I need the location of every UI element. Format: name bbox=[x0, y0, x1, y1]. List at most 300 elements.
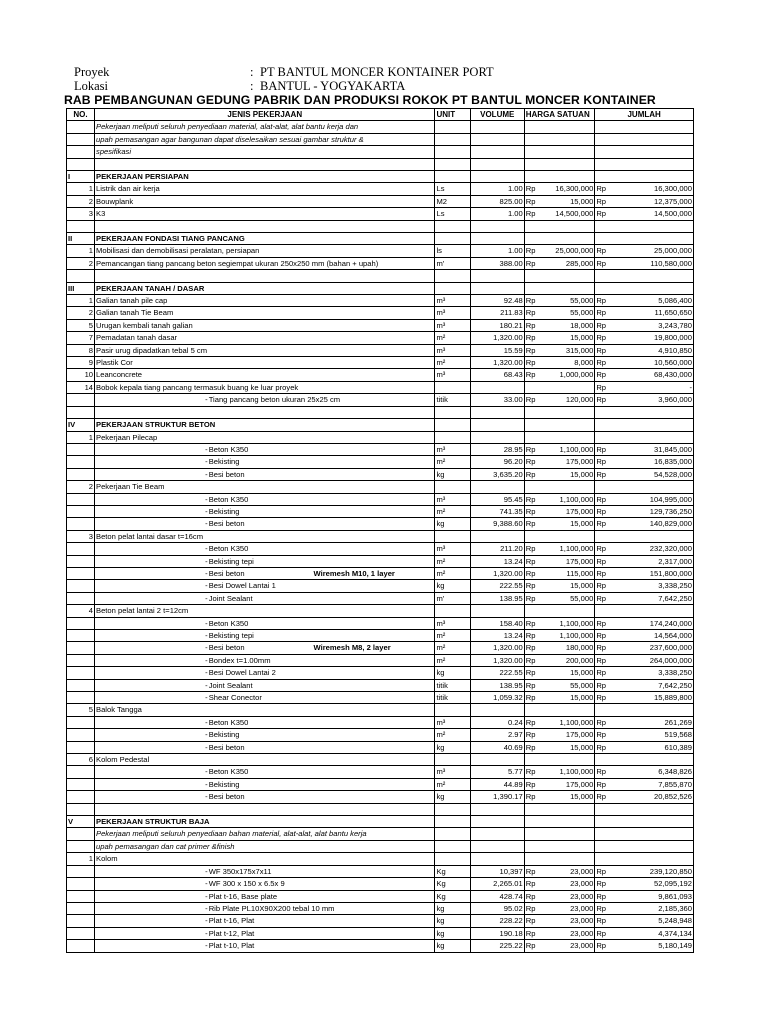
harga-value: 23,000 bbox=[539, 940, 595, 952]
no-cell bbox=[67, 741, 95, 753]
volume-cell bbox=[470, 270, 524, 282]
sub-item-dash: - bbox=[95, 902, 209, 914]
jumlah-currency: Rp bbox=[595, 679, 610, 691]
item-row bbox=[67, 481, 694, 493]
jumlah-value: 110,580,000 bbox=[609, 257, 693, 269]
harga-currency bbox=[524, 754, 539, 766]
item-row bbox=[67, 307, 694, 319]
unit-cell: m³ bbox=[435, 543, 470, 555]
sub-item-dash: - bbox=[95, 518, 209, 530]
item-row bbox=[67, 381, 694, 393]
note-text: Pekerjaan meliputi seluruh penyediaan material, alat-alat, alat bantu kerja dan bbox=[95, 121, 435, 133]
item-number: 2 bbox=[67, 307, 95, 319]
col-volume-header: VOLUME bbox=[470, 109, 524, 121]
sub-item-description: Bekisting bbox=[209, 505, 313, 517]
jumlah-currency: Rp bbox=[595, 592, 610, 604]
jumlah-currency: Rp bbox=[595, 344, 610, 356]
item-description: Bouwplank bbox=[95, 195, 435, 207]
volume-cell: 211.20 bbox=[470, 543, 524, 555]
jumlah-currency: Rp bbox=[595, 319, 610, 331]
sub-item-note bbox=[312, 878, 435, 890]
item-description: Pekerjaan Tie Beam bbox=[95, 481, 435, 493]
sub-item-dash: - bbox=[95, 940, 209, 952]
sub-item-description: Bondex t=1.00mm bbox=[209, 654, 313, 666]
sub-item-note bbox=[312, 592, 435, 604]
harga-currency: Rp bbox=[524, 890, 539, 902]
sub-item-dash: - bbox=[95, 592, 209, 604]
harga-cell bbox=[524, 406, 595, 418]
unit-cell: m² bbox=[435, 357, 470, 369]
volume-cell bbox=[470, 828, 524, 840]
harga-currency: Rp bbox=[524, 468, 539, 480]
sub-item-row bbox=[67, 679, 694, 691]
item-row bbox=[67, 208, 694, 220]
jumlah-value: 20,852,526 bbox=[609, 791, 693, 803]
harga-currency: Rp bbox=[524, 443, 539, 455]
jumlah-currency bbox=[595, 853, 610, 865]
jumlah-cell bbox=[595, 171, 694, 183]
harga-cell bbox=[524, 840, 595, 852]
sub-item-row bbox=[67, 456, 694, 468]
unit-cell: m³ bbox=[435, 766, 470, 778]
item-row bbox=[67, 245, 694, 257]
note-text: spesifikasi bbox=[95, 146, 435, 158]
sub-item-dash: - bbox=[95, 890, 209, 902]
sub-item-description: Shear Conector bbox=[209, 692, 313, 704]
sub-item-description: Beton K350 bbox=[209, 493, 313, 505]
volume-cell: 190.18 bbox=[470, 927, 524, 939]
section-title: PEKERJAAN TANAH / DASAR bbox=[95, 282, 435, 294]
no-cell bbox=[67, 133, 95, 145]
volume-cell: 1.00 bbox=[470, 183, 524, 195]
harga-value: 175,000 bbox=[539, 505, 595, 517]
sub-item-note bbox=[312, 741, 435, 753]
harga-value: 55,000 bbox=[539, 592, 595, 604]
sub-item-dash: - bbox=[95, 630, 209, 642]
sub-item-description: Joint Sealant bbox=[209, 679, 313, 691]
item-number: 3 bbox=[67, 530, 95, 542]
no-cell bbox=[67, 567, 95, 579]
blank-row bbox=[67, 220, 694, 232]
unit-cell: m³ bbox=[435, 617, 470, 629]
harga-value: 23,000 bbox=[539, 865, 595, 877]
section-row bbox=[67, 233, 694, 245]
volume-cell: 180.21 bbox=[470, 319, 524, 331]
jumlah-cell bbox=[595, 828, 694, 840]
jumlah-value: 12,375,000 bbox=[609, 195, 693, 207]
harga-value: 23,000 bbox=[539, 927, 595, 939]
jumlah-value: 54,528,000 bbox=[609, 468, 693, 480]
jumlah-currency: Rp bbox=[595, 902, 610, 914]
volume-cell: 1,320.00 bbox=[470, 357, 524, 369]
item-number: 10 bbox=[67, 369, 95, 381]
no-cell bbox=[67, 890, 95, 902]
sub-item-description: Besi beton bbox=[209, 567, 313, 579]
item-number: 5 bbox=[67, 704, 95, 716]
sub-item-note bbox=[312, 468, 435, 480]
harga-value: 15,000 bbox=[539, 741, 595, 753]
harga-value: 1,100,000 bbox=[539, 716, 595, 728]
item-row bbox=[67, 853, 694, 865]
sub-item-description: Besi Dowel Lantai 2 bbox=[209, 667, 313, 679]
sub-item-dash: - bbox=[95, 716, 209, 728]
volume-cell: 1,390.17 bbox=[470, 791, 524, 803]
harga-cell bbox=[524, 419, 595, 431]
jumlah-currency: Rp bbox=[595, 307, 610, 319]
sub-item-dash: - bbox=[95, 394, 209, 406]
unit-cell bbox=[435, 816, 470, 828]
item-number: 1 bbox=[67, 295, 95, 307]
jumlah-value: 239,120,850 bbox=[609, 865, 693, 877]
no-cell bbox=[67, 270, 95, 282]
item-number: 6 bbox=[67, 754, 95, 766]
harga-value: 55,000 bbox=[539, 679, 595, 691]
harga-value: 15,000 bbox=[539, 195, 595, 207]
volume-cell: 225.22 bbox=[470, 940, 524, 952]
harga-value: 55,000 bbox=[539, 307, 595, 319]
sub-item-row bbox=[67, 443, 694, 455]
unit-cell bbox=[435, 419, 470, 431]
unit-cell bbox=[435, 754, 470, 766]
volume-cell: 138.95 bbox=[470, 679, 524, 691]
harga-value: 175,000 bbox=[539, 729, 595, 741]
no-cell bbox=[67, 592, 95, 604]
section-row bbox=[67, 171, 694, 183]
harga-value: 1,100,000 bbox=[539, 543, 595, 555]
unit-cell bbox=[435, 530, 470, 542]
unit-cell bbox=[435, 431, 470, 443]
harga-currency: Rp bbox=[524, 927, 539, 939]
jumlah-currency: Rp bbox=[595, 208, 610, 220]
jumlah-currency: Rp bbox=[595, 890, 610, 902]
sub-item-row bbox=[67, 667, 694, 679]
jumlah-currency: Rp bbox=[595, 369, 610, 381]
item-number: 2 bbox=[67, 195, 95, 207]
harga-currency: Rp bbox=[524, 791, 539, 803]
volume-cell: 40.69 bbox=[470, 741, 524, 753]
no-cell bbox=[67, 654, 95, 666]
item-number: 1 bbox=[67, 853, 95, 865]
harga-currency: Rp bbox=[524, 555, 539, 567]
harga-currency bbox=[524, 481, 539, 493]
note-text: Pekerjaan meliputi seluruh penyediaan bahan material, alat-alat, alat bantu kerja bbox=[95, 828, 435, 840]
volume-cell: 1.00 bbox=[470, 245, 524, 257]
sub-item-dash: - bbox=[95, 642, 209, 654]
no-cell bbox=[67, 617, 95, 629]
sub-item-dash: - bbox=[95, 443, 209, 455]
harga-currency: Rp bbox=[524, 456, 539, 468]
volume-cell: 1.00 bbox=[470, 208, 524, 220]
lokasi-label: Lokasi bbox=[74, 79, 109, 93]
sub-item-description: Beton K350 bbox=[209, 766, 313, 778]
jumlah-value: 237,600,000 bbox=[609, 642, 693, 654]
sub-item-note bbox=[312, 865, 435, 877]
unit-cell: m³ bbox=[435, 443, 470, 455]
jumlah-currency: Rp bbox=[595, 766, 610, 778]
sub-item-row bbox=[67, 890, 694, 902]
jumlah-value: 14,564,000 bbox=[609, 630, 693, 642]
harga-currency: Rp bbox=[524, 915, 539, 927]
unit-cell: m³ bbox=[435, 295, 470, 307]
volume-cell: 9,388.60 bbox=[470, 518, 524, 530]
harga-currency: Rp bbox=[524, 493, 539, 505]
sub-item-description: Besi beton bbox=[209, 741, 313, 753]
sub-item-row bbox=[67, 505, 694, 517]
volume-cell bbox=[470, 406, 524, 418]
sub-item-description: Besi beton bbox=[209, 518, 313, 530]
no-cell bbox=[67, 394, 95, 406]
no-cell bbox=[67, 121, 95, 133]
item-description: Pemadatan tanah dasar bbox=[95, 332, 435, 344]
unit-cell: m² bbox=[435, 332, 470, 344]
harga-currency: Rp bbox=[524, 245, 539, 257]
no-cell bbox=[67, 493, 95, 505]
sub-item-note bbox=[312, 791, 435, 803]
jumlah-currency: Rp bbox=[595, 295, 610, 307]
section-title: PEKERJAAN STRUKTUR BAJA bbox=[95, 816, 435, 828]
harga-currency: Rp bbox=[524, 878, 539, 890]
harga-currency: Rp bbox=[524, 741, 539, 753]
jumlah-value: 261,269 bbox=[609, 716, 693, 728]
sub-item-row bbox=[67, 543, 694, 555]
item-number: 1 bbox=[67, 431, 95, 443]
jumlah-currency bbox=[595, 530, 610, 542]
sub-item-dash: - bbox=[95, 878, 209, 890]
jumlah-cell bbox=[595, 158, 694, 170]
section-title: PEKERJAAN STRUKTUR BETON bbox=[95, 419, 435, 431]
item-row bbox=[67, 754, 694, 766]
sub-item-description: Beton K350 bbox=[209, 443, 313, 455]
sub-item-row bbox=[67, 630, 694, 642]
sub-item-note bbox=[312, 555, 435, 567]
jumlah-value: 68,430,000 bbox=[609, 369, 693, 381]
jumlah-value: 232,320,000 bbox=[609, 543, 693, 555]
jumlah-value: 3,338,250 bbox=[609, 580, 693, 592]
sub-item-note bbox=[312, 543, 435, 555]
unit-cell bbox=[435, 133, 470, 145]
item-number: 14 bbox=[67, 381, 95, 393]
sub-item-description: Plat t-12, Plat bbox=[209, 927, 313, 939]
harga-currency: Rp bbox=[524, 505, 539, 517]
section-number: I bbox=[67, 171, 95, 183]
jumlah-value: 31,845,000 bbox=[609, 443, 693, 455]
sub-item-row bbox=[67, 940, 694, 952]
sub-item-dash: - bbox=[95, 692, 209, 704]
item-description: Urugan kembali tanah galian bbox=[95, 319, 435, 331]
item-description: Leanconcrete bbox=[95, 369, 435, 381]
jenis-cell bbox=[95, 406, 435, 418]
volume-cell: 222.55 bbox=[470, 667, 524, 679]
item-row bbox=[67, 332, 694, 344]
sub-item-note bbox=[312, 518, 435, 530]
harga-currency: Rp bbox=[524, 543, 539, 555]
jumlah-cell bbox=[595, 220, 694, 232]
volume-cell: 13.24 bbox=[470, 555, 524, 567]
sub-item-dash: - bbox=[95, 580, 209, 592]
harga-cell bbox=[524, 828, 595, 840]
harga-currency: Rp bbox=[524, 766, 539, 778]
sub-item-note bbox=[312, 493, 435, 505]
volume-cell: 1,320.00 bbox=[470, 332, 524, 344]
volume-cell: 158.40 bbox=[470, 617, 524, 629]
jumlah-cell bbox=[595, 121, 694, 133]
volume-cell: 10,397 bbox=[470, 865, 524, 877]
jumlah-currency bbox=[595, 431, 610, 443]
sub-item-dash: - bbox=[95, 778, 209, 790]
item-description: Bobok kepala tiang pancang termasuk buang ke luar proyek bbox=[95, 381, 435, 393]
volume-cell bbox=[470, 754, 524, 766]
sub-item-dash: - bbox=[95, 543, 209, 555]
jumlah-value: 7,855,870 bbox=[609, 778, 693, 790]
sub-item-note bbox=[312, 456, 435, 468]
volume-cell: 3,635.20 bbox=[470, 468, 524, 480]
item-row bbox=[67, 195, 694, 207]
unit-cell: m³ bbox=[435, 369, 470, 381]
jumlah-currency: Rp bbox=[595, 654, 610, 666]
harga-value: 15,000 bbox=[539, 791, 595, 803]
jumlah-currency: Rp bbox=[595, 617, 610, 629]
harga-value bbox=[539, 853, 595, 865]
jumlah-currency: Rp bbox=[595, 729, 610, 741]
item-description: Listrik dan air kerja bbox=[95, 183, 435, 195]
jumlah-value: 16,300,000 bbox=[609, 183, 693, 195]
volume-cell: 92.48 bbox=[470, 295, 524, 307]
jumlah-value: 6,348,826 bbox=[609, 766, 693, 778]
jumlah-currency: Rp bbox=[595, 865, 610, 877]
unit-cell: kg bbox=[435, 667, 470, 679]
no-cell bbox=[67, 940, 95, 952]
unit-cell: m³ bbox=[435, 307, 470, 319]
item-row bbox=[67, 357, 694, 369]
harga-value: 55,000 bbox=[539, 295, 595, 307]
unit-cell bbox=[435, 840, 470, 852]
note-text: upah pemasangan agar bangunan dapat diselesaikan sesuai gambar struktur & bbox=[95, 133, 435, 145]
blank-row bbox=[67, 406, 694, 418]
jumlah-cell bbox=[595, 406, 694, 418]
harga-cell bbox=[524, 270, 595, 282]
jumlah-currency: Rp bbox=[595, 642, 610, 654]
jumlah-currency: Rp bbox=[595, 791, 610, 803]
sub-item-dash: - bbox=[95, 555, 209, 567]
harga-value: 23,000 bbox=[539, 890, 595, 902]
sub-item-description: Bekisting bbox=[209, 729, 313, 741]
harga-currency: Rp bbox=[524, 902, 539, 914]
sub-item-row bbox=[67, 592, 694, 604]
item-number: 9 bbox=[67, 357, 95, 369]
unit-cell: M2 bbox=[435, 195, 470, 207]
unit-cell bbox=[435, 481, 470, 493]
harga-cell bbox=[524, 220, 595, 232]
harga-value: 175,000 bbox=[539, 456, 595, 468]
harga-currency: Rp bbox=[524, 617, 539, 629]
harga-currency: Rp bbox=[524, 580, 539, 592]
unit-cell: m² bbox=[435, 555, 470, 567]
section-number: II bbox=[67, 233, 95, 245]
item-number: 1 bbox=[67, 245, 95, 257]
unit-cell: kg bbox=[435, 902, 470, 914]
no-cell bbox=[67, 468, 95, 480]
sub-item-row bbox=[67, 741, 694, 753]
volume-cell: 15.59 bbox=[470, 344, 524, 356]
harga-currency: Rp bbox=[524, 195, 539, 207]
harga-currency bbox=[524, 704, 539, 716]
unit-cell: m' bbox=[435, 592, 470, 604]
section-number: V bbox=[67, 816, 95, 828]
jumlah-value: 151,800,000 bbox=[609, 567, 693, 579]
jumlah-value: 5,180,149 bbox=[609, 940, 693, 952]
volume-cell bbox=[470, 704, 524, 716]
jumlah-currency: Rp bbox=[595, 468, 610, 480]
sub-item-row bbox=[67, 654, 694, 666]
harga-currency: Rp bbox=[524, 307, 539, 319]
harga-currency bbox=[524, 381, 539, 393]
unit-cell: m² bbox=[435, 630, 470, 642]
sub-item-row bbox=[67, 518, 694, 530]
jumlah-cell bbox=[595, 146, 694, 158]
sub-item-row bbox=[67, 642, 694, 654]
volume-cell: 428.74 bbox=[470, 890, 524, 902]
item-number: 2 bbox=[67, 481, 95, 493]
jumlah-value bbox=[609, 530, 693, 542]
unit-cell: kg bbox=[435, 791, 470, 803]
no-cell bbox=[67, 716, 95, 728]
harga-value: 1,100,000 bbox=[539, 630, 595, 642]
no-cell bbox=[67, 915, 95, 927]
harga-currency bbox=[524, 431, 539, 443]
note-text: upah pemasangan dan cat primer &finish bbox=[95, 840, 435, 852]
item-description: Plastik Cor bbox=[95, 357, 435, 369]
jumlah-value: 129,736,250 bbox=[609, 505, 693, 517]
jumlah-value bbox=[609, 754, 693, 766]
col-jenis-header: JENIS PEKERJAAN bbox=[95, 109, 435, 121]
sub-item-note bbox=[312, 617, 435, 629]
item-description: Galian tanah pile cap bbox=[95, 295, 435, 307]
sub-item-note: Wiremesh M10, 1 layer bbox=[312, 567, 435, 579]
section-title: PEKERJAAN PERSIAPAN bbox=[95, 171, 435, 183]
unit-cell: m³ bbox=[435, 319, 470, 331]
jumlah-currency: Rp bbox=[595, 505, 610, 517]
volume-cell: 1,320.00 bbox=[470, 567, 524, 579]
harga-cell bbox=[524, 158, 595, 170]
sub-item-dash: - bbox=[95, 927, 209, 939]
no-cell bbox=[67, 667, 95, 679]
sub-item-note bbox=[312, 505, 435, 517]
sub-item-row bbox=[67, 716, 694, 728]
volume-cell: 95.02 bbox=[470, 902, 524, 914]
item-number: 4 bbox=[67, 605, 95, 617]
no-cell bbox=[67, 505, 95, 517]
unit-cell: m² bbox=[435, 505, 470, 517]
jumlah-value: 19,800,000 bbox=[609, 332, 693, 344]
no-cell bbox=[67, 580, 95, 592]
harga-value: 16,300,000 bbox=[539, 183, 595, 195]
sub-item-row bbox=[67, 927, 694, 939]
sub-item-dash: - bbox=[95, 741, 209, 753]
no-cell bbox=[67, 630, 95, 642]
sub-item-dash: - bbox=[95, 567, 209, 579]
jumlah-value: 15,889,800 bbox=[609, 692, 693, 704]
jumlah-currency: Rp bbox=[595, 555, 610, 567]
unit-cell bbox=[435, 121, 470, 133]
volume-cell bbox=[470, 816, 524, 828]
sub-item-note bbox=[312, 667, 435, 679]
unit-cell: Kg bbox=[435, 890, 470, 902]
sub-item-description: WF 300 x 150 x 6.5x 9 bbox=[209, 878, 313, 890]
volume-cell bbox=[470, 530, 524, 542]
harga-cell bbox=[524, 121, 595, 133]
sub-item-note bbox=[312, 766, 435, 778]
item-number: 8 bbox=[67, 344, 95, 356]
